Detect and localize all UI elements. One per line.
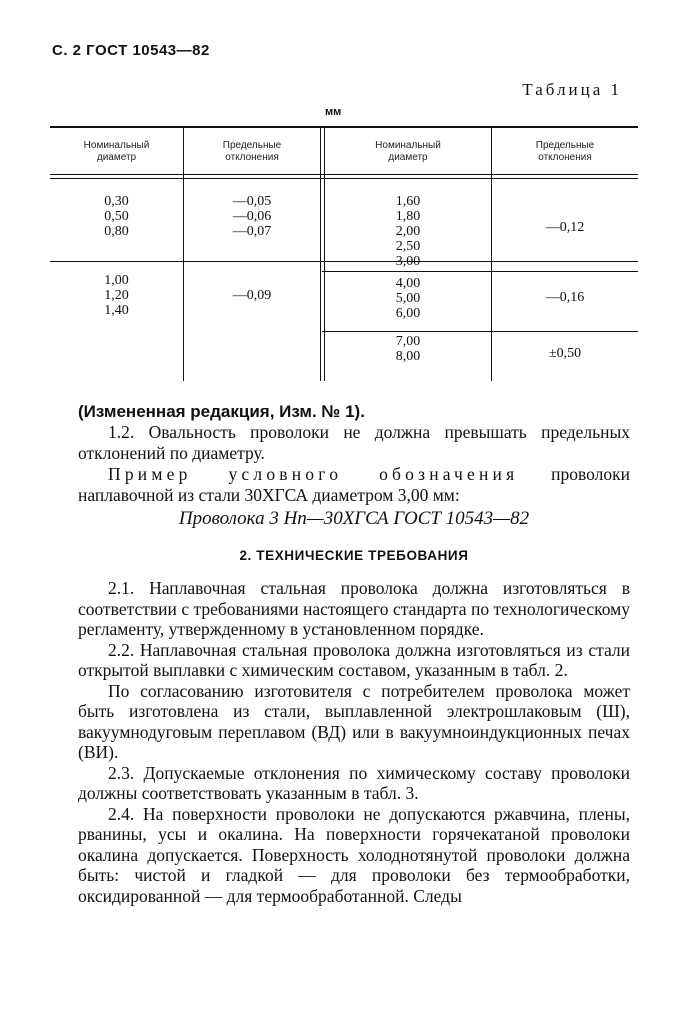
col-header-limit-deviations: Предельные отклонения (535, 140, 595, 163)
section-2-body (78, 578, 630, 906)
example-lead: Пример условного обозначения (108, 464, 519, 484)
table-col-rule (183, 126, 184, 381)
paragraph-2-3: 2.3. Допускаемые отклонения по химическому составу проволоки должны соответствовать указанным в табл. 3. (78, 762, 630, 803)
table-caption: Таблица 1 (522, 80, 622, 99)
table-top-rule (50, 126, 638, 128)
paragraph-2-2: 2.2. Наплавочная стальная проволока должна изготовляться из стали открытой выплавки с химическим составом, указанным в табл. 2. (78, 639, 630, 680)
table-right-divider (322, 331, 638, 332)
table-cell-diameters: 7,00 8,00 (395, 334, 421, 364)
table-units: мм (325, 106, 342, 118)
table-cell-diameters: 0,30 0,50 0,80 (104, 194, 129, 239)
table-header-rule-2 (50, 178, 638, 179)
section-title: 2. ТЕХНИЧЕСКИЕ ТРЕБОВАНИЯ (239, 548, 469, 563)
table-cell-deviations: —0,09 (232, 288, 272, 303)
dimension-table (50, 126, 638, 381)
table-cell-deviation: —0,16 (545, 290, 585, 305)
designation-formula: Проволока 3 Нп—30ХГСА ГОСТ 10543—82 (178, 508, 530, 529)
table-col-rule-double (320, 126, 321, 381)
table-cell-diameters: 1,00 1,20 1,40 (104, 273, 129, 318)
paragraph-2-4: 2.4. На поверхности проволоки не допускаются ржавчина, плены, рванины, усы и окалина. На поверхности горячекатаной проволоки окалина допускается. Поверхность холоднотянутой проволоки должна быть: чистой и гладкой — для проволоки без термообработки, оксидированной — для термообработанной. Следы (78, 803, 630, 906)
paragraph-2-1: 2.1. Наплавочная стальная проволока должна изготовляться в соответствии с требованиями настоящего стандарта по технологическому регламенту, утвержденному в установленном порядке. (78, 578, 630, 639)
table-cell-deviation: —0,12 (545, 220, 585, 235)
table-cell-deviations: —0,05 —0,06 —0,07 (232, 194, 272, 239)
col-header-limit-deviations: Предельные отклонения (222, 140, 282, 163)
table-cell-deviation: ±0,50 (548, 346, 582, 361)
amendment-note: (Измененная редакция, Изм. № 1). (78, 402, 365, 421)
table-col-rule (491, 126, 492, 381)
example-rest: проволоки наплавочной из стали 30ХГСА диаметром 3,00 мм: (78, 464, 630, 505)
table-right-divider (322, 271, 638, 272)
designation-example (78, 464, 630, 505)
col-header-nominal-diameter: Номинальный диаметр (83, 140, 150, 163)
paragraph-text: 1.2. Овальность проволоки не должна превышать предельных отклонений по диаметру. (78, 422, 630, 463)
page-header: С. 2 ГОСТ 10543—82 (52, 42, 210, 59)
table-cell-diameters: 4,00 5,00 6,00 (395, 276, 421, 321)
table-cell-diameters: 1,60 1,80 2,00 2,50 3,00 (395, 194, 421, 269)
paragraph-1-2 (78, 422, 630, 463)
paragraph-2-2-cont: По согласованию изготовителя с потребителем проволока может быть изготовлена из стали, выплавленной электрошлаковым (Ш), вакуумнодуговым переплавом (ВД) или в вакуумноиндукционных печах (ВИ). (78, 680, 630, 762)
table-header-rule (50, 174, 638, 175)
col-header-nominal-diameter: Номинальный диаметр (375, 140, 441, 163)
